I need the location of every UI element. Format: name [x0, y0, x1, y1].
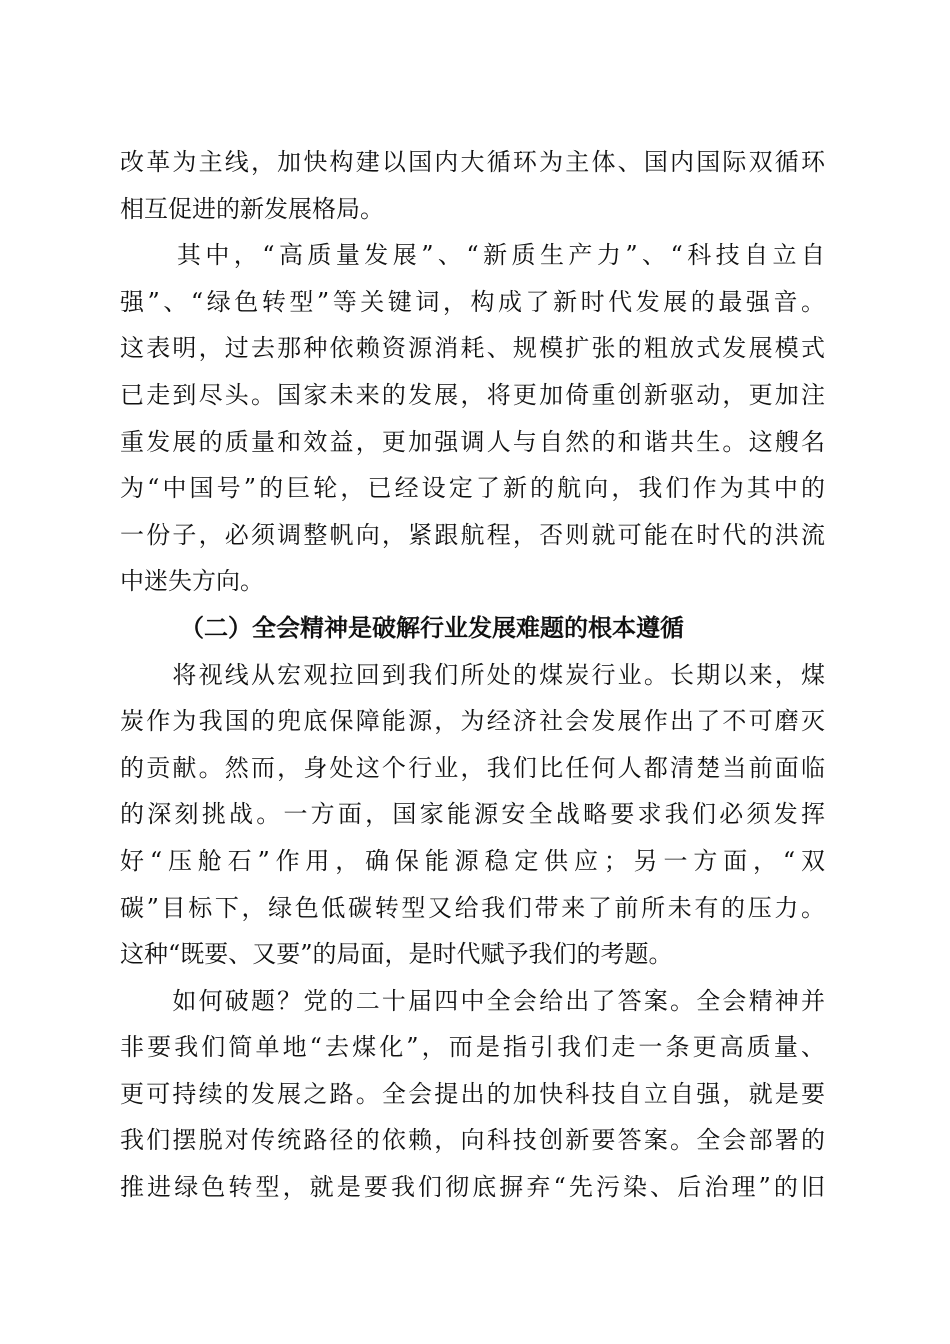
text-line: 的深刻挑战。一方面，国家能源安全战略要求我们必须发挥 — [120, 800, 825, 829]
text-line: 将视线从宏观拉回到我们所处的煤炭行业。长期以来，煤 — [120, 660, 825, 689]
text-line: 其中，“高质量发展”、“新质生产力”、“科技自立自 — [120, 241, 825, 270]
text-line: 好“压舱石”作用，确保能源稳定供应；另一方面，“双 — [120, 846, 825, 875]
text-line: 我们摆脱对传统路径的依赖，向科技创新要答案。全会部署的 — [120, 1126, 825, 1155]
text-line: 碳”目标下，绿色低碳转型又给我们带来了前所未有的压力。 — [120, 893, 825, 922]
text-line: 已走到尽头。国家未来的发展，将更加倚重创新驱动，更加注 — [120, 380, 825, 409]
text-line: 的贡献。然而，身处这个行业，我们比任何人都清楚当前面临 — [120, 753, 825, 782]
text-line: 如何破题？党的二十届四中全会给出了答案。全会精神并 — [120, 986, 825, 1015]
text-line: 重发展的质量和效益，更加强调人与自然的和谐共生。这艘名 — [120, 427, 825, 456]
text-line: 强”、“绿色转型”等关键词，构成了新时代发展的最强音。 — [120, 287, 825, 316]
text-line: 改革为主线，加快构建以国内大循环为主体、国内国际双循环 — [120, 148, 825, 176]
document-body — [120, 139, 825, 1211]
text-line: 推进绿色转型，就是要我们彻底摒弃“先污染、后治理”的旧 — [120, 1173, 825, 1202]
text-line: 炭作为我国的兜底保障能源，为经济社会发展作出了不可磨灭 — [120, 707, 825, 736]
text-line: 更可持续的发展之路。全会提出的加快科技自立自强，就是要 — [120, 1079, 825, 1108]
section-heading: （二）全会精神是破解行业发展难题的根本遵循 — [180, 612, 684, 642]
text-line: 为“中国号”的巨轮，已经设定了新的航向，我们作为其中的 — [120, 474, 825, 503]
text-line: 中迷失方向。 — [120, 567, 264, 596]
text-line: 这表明，过去那种依赖资源消耗、规模扩张的粗放式发展模式 — [120, 334, 825, 363]
text-line: 相互促进的新发展格局。 — [120, 194, 384, 223]
text-line: 非要我们简单地“去煤化”，而是指引我们走一条更高质量、 — [120, 1033, 825, 1062]
text-line: 一份子，必须调整帆向，紧跟航程，否则就可能在时代的洪流 — [120, 520, 825, 549]
text-line: 这种“既要、又要”的局面，是时代赋予我们的考题。 — [120, 940, 673, 969]
